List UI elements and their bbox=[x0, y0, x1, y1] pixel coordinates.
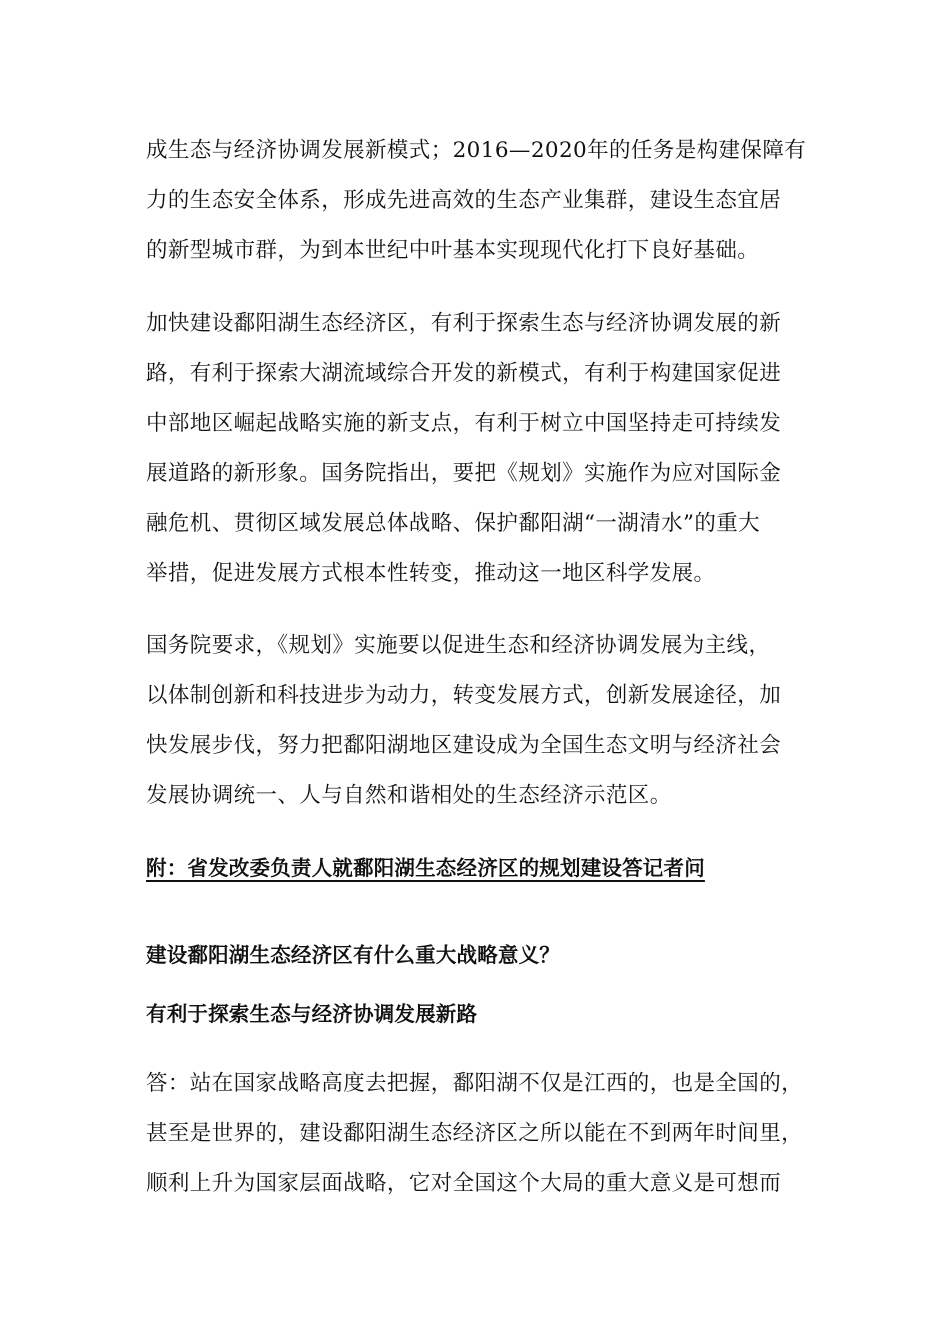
paragraph-2-line-4: 展道路的新形象。国务院指出，要把《规划》实施作为应对国际金 bbox=[146, 461, 782, 486]
paragraph-3-line-1: 国务院要求，《规划》实施要以促进生态和经济协调发展为主线， bbox=[146, 633, 771, 658]
subheading: 有利于探索生态与经济协调发展新路 bbox=[146, 1002, 478, 1026]
paragraph-2-line-2: 路，有利于探索大湖流域综合开发的新模式，有利于构建国家促进 bbox=[146, 361, 782, 386]
paragraph-2-line-3: 中部地区崛起战略实施的新支点，有利于树立中国坚持走可持续发 bbox=[146, 411, 782, 436]
paragraph-2-line-6: 举措，促进发展方式根本性转变，推动这一地区科学发展。 bbox=[146, 561, 716, 586]
paragraph-1-line-2: 力的生态安全体系，形成先进高效的生态产业集群，建设生态宜居 bbox=[146, 188, 782, 213]
paragraph-3-line-2: 以体制创新和科技进步为动力，转变发展方式，创新发展途径，加 bbox=[146, 683, 782, 708]
question-heading: 建设鄱阳湖生态经济区有什么重大战略意义？ bbox=[146, 943, 560, 967]
paragraph-1-line-1: 成生态与经济协调发展新模式；2016—2020年的任务是构建保障有 bbox=[146, 138, 807, 163]
paragraph-3-line-4: 发展协调统一、人与自然和谐相处的生态经济示范区。 bbox=[146, 783, 672, 808]
answer-line-3: 顺利上升为国家层面战略，它对全国这个大局的重大意义是可想而 bbox=[146, 1171, 782, 1196]
appendix-title: 附：省发改委负责人就鄱阳湖生态经济区的规划建设答记者问 bbox=[146, 856, 705, 880]
paragraph-1-line-3: 的新型城市群，为到本世纪中叶基本实现现代化打下良好基础。 bbox=[146, 238, 760, 263]
answer-line-1: 答：站在国家战略高度去把握，鄱阳湖不仅是江西的，也是全国的， bbox=[146, 1071, 804, 1096]
paragraph-3-line-3: 快发展步伐，努力把鄱阳湖地区建设成为全国生态文明与经济社会 bbox=[146, 733, 782, 758]
paragraph-2-line-1: 加快建设鄱阳湖生态经济区，有利于探索生态与经济协调发展的新 bbox=[146, 311, 782, 336]
answer-line-2: 甚至是世界的，建设鄱阳湖生态经济区之所以能在不到两年时间里， bbox=[146, 1121, 804, 1146]
paragraph-2-line-5: 融危机、贯彻区域发展总体战略、保护鄱阳湖“一湖清水”的重大 bbox=[146, 511, 761, 536]
